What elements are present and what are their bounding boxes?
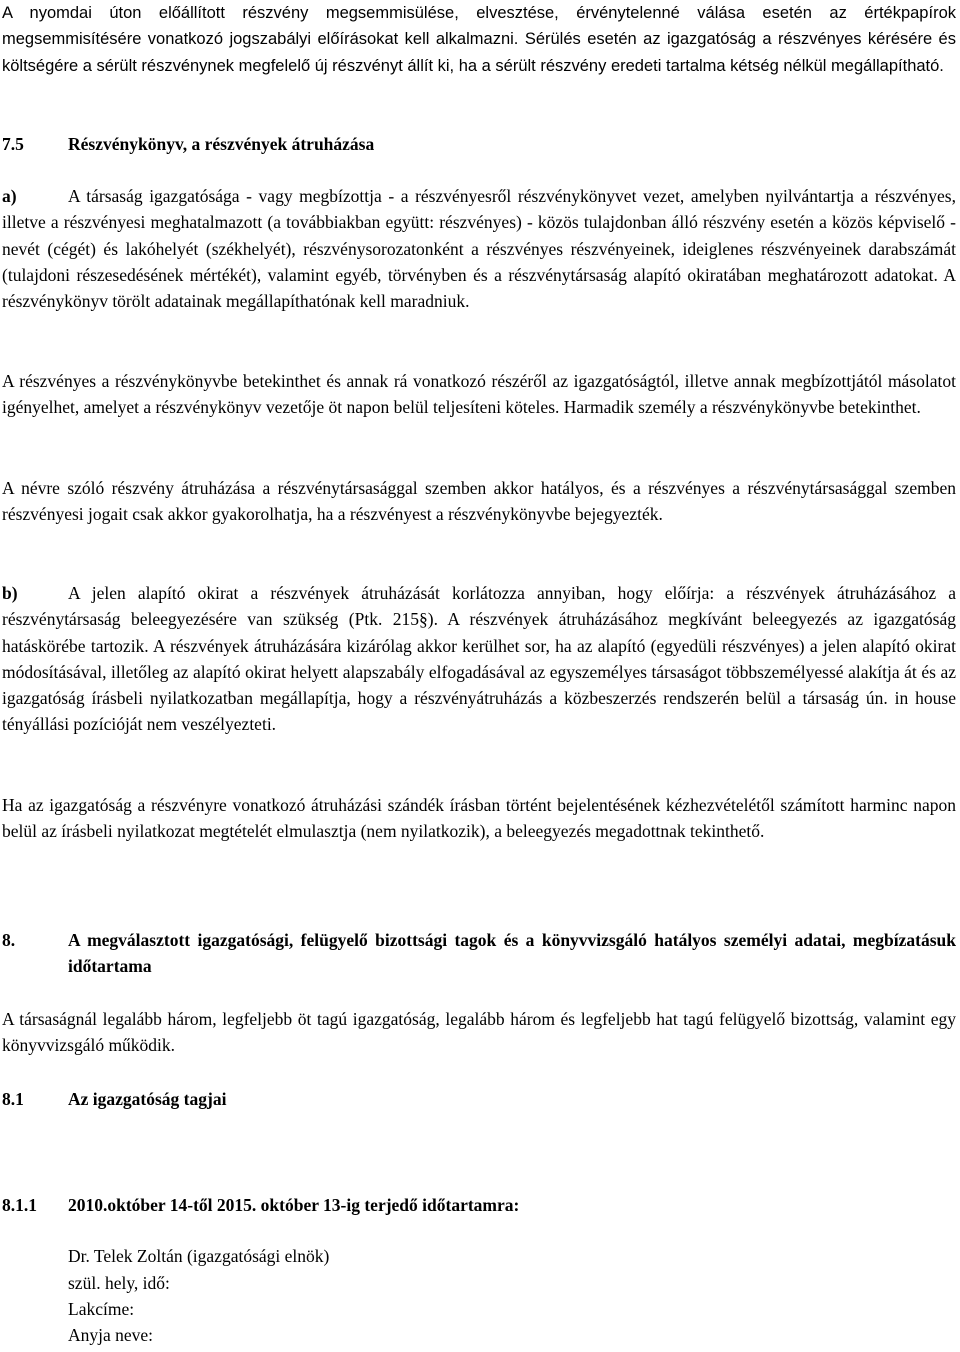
section-number: 8. (2, 930, 16, 950)
intro-paragraph (2, 0, 956, 79)
section-title: Az igazgatóság tagjai (68, 1089, 227, 1109)
paragraph-label-a: a) (2, 186, 17, 206)
intro-sentence-1: A nyomdai úton előállított részvény megsemmisülése, elvesztése, érvénytelenné válása esetén az értékpapírok megsemmisítésére vonatkozó jogszabályi előírásokat kell alkalmazni. (2, 4, 956, 49)
paragraph-transfer-effect: A névre szóló részvény átruházása a részvénytársasággal szemben akkor hatályos, és a részvényes a részvénytársasággal szemben részvényesi jogait csak akkor gyakorolhatja, ha a részvényest a részvénykönyvbe bejegyezték. (2, 478, 956, 525)
paragraph-label-b: b) (2, 583, 18, 603)
section-8-heading (2, 927, 956, 980)
paragraph-a-text: A társaság igazgatósága - vagy megbízottja - a részvényesről részvénykönyvet vezet, amelyben nyilvántartja a részvényes, illetve a részvényesi meghatalmazott (a továbbiakban együtt: részvényes) - közös tulajdonban álló részvény esetén a közös képviselő - nevét (cégét) és lakóhelyét (székhelyét), (2, 186, 956, 259)
paragraph-consent: Ha az igazgatóság a részvényre vonatkozó átruházási szándék írásban történt bejelentésének kézhezvételétől számított harminc napon belül az írásbeli nyilatkozat megtételét elmulasztja (nem nyilatkozik), a beleegyezés megadottnak tekinthető. (2, 795, 956, 842)
person-name: Dr. Telek Zoltán (igazgatósági elnök) (68, 1246, 330, 1266)
section-7-5-heading (2, 131, 956, 157)
paragraph-b (2, 580, 956, 738)
paragraph-inspection: A részvényes a részvénykönyvbe betekinthet és annak rá vonatkozó részéről az igazgatóságtól, illetve annak megbízottjától másolatot igényelhet, amelyet a részvénykönyv vezetője öt napon belül teljesíteni köteles. Harmadik személy a részvénykönyvbe betekinthet. (2, 371, 956, 418)
section-number: 8.1.1 (2, 1195, 37, 1215)
paragraph-a (2, 183, 956, 314)
paragraph-b-text: A jelen alapító okirat a részvények átruházását korlátozza annyiban, hogy előírja: a részvények átruházásához a részvénytársaság beleegyezésére van szükség (Ptk. 215§). A részvények átruházásához megkívánt beleegyezés az igazgatóság hatáskörébe tartozik. A részvények átruházására kizárólag akkor kerülhet sor, ha az alapító (egyedüli részvényes) a jelen alapító okirat módosításával, illetőleg az alapító okirat helyett alapszabály elfogadásával az egyszemélyes társaságot többszemélyessé alakítja át és az igazgatóság írásbeli nyilatkozatban megállapítja, hogy a részvényátruházás a közbeszerzés rendszerén belül a társaság ún. in house tényállási pozícióját nem veszélyezteti. (2, 583, 956, 735)
section-number: 8.1 (2, 1089, 24, 1109)
section-title: Részvénykönyv, a részvények átruházása (68, 134, 375, 154)
section-8-body: A társaságnál legalább három, legfeljebb öt tagú igazgatóság, legalább három és legfeljebb hat tagú felügyelő bizottság, valamint egy könyvvizsgáló működik. (2, 1009, 956, 1056)
person-birth-label: szül. hely, idő: (68, 1273, 170, 1293)
section-title: 2010.október 14-től 2015. október 13-ig terjedő időtartamra: (68, 1195, 520, 1215)
section-8-1-heading (2, 1086, 956, 1112)
person-mother-label: Anyja neve: (68, 1325, 154, 1345)
person-address-label: Lakcíme: (68, 1299, 135, 1319)
intro-sentence-2: Sérülés esetén az igazgatóság a részvényes kérésére és költségére a sérült részvénynek megfelelő új részvényt állít ki, ha a sérült részvény eredeti tartalma kétség nélkül megállapítható. (2, 30, 956, 75)
section-number: 7.5 (2, 134, 24, 154)
section-title: A megválasztott igazgatósági, felügyelő bizottsági tagok és a könyvvizsgáló hatályos személyi adatai, megbízatásuk időtartama (68, 930, 956, 977)
section-8-1-1-heading (2, 1192, 956, 1218)
paragraph-a-continuation: részvénysorozatonként a részvényes részvényeinek, ideiglenes részvényeinek darabszámát (tulajdoni részesedésének mértékét), valamint egyéb, törvényben és a részvénytársaság alapító okiratában meghatározott adatokat. A részvénykönyv törölt adatainak megállapíthatónak kell maradniuk. (2, 238, 956, 312)
